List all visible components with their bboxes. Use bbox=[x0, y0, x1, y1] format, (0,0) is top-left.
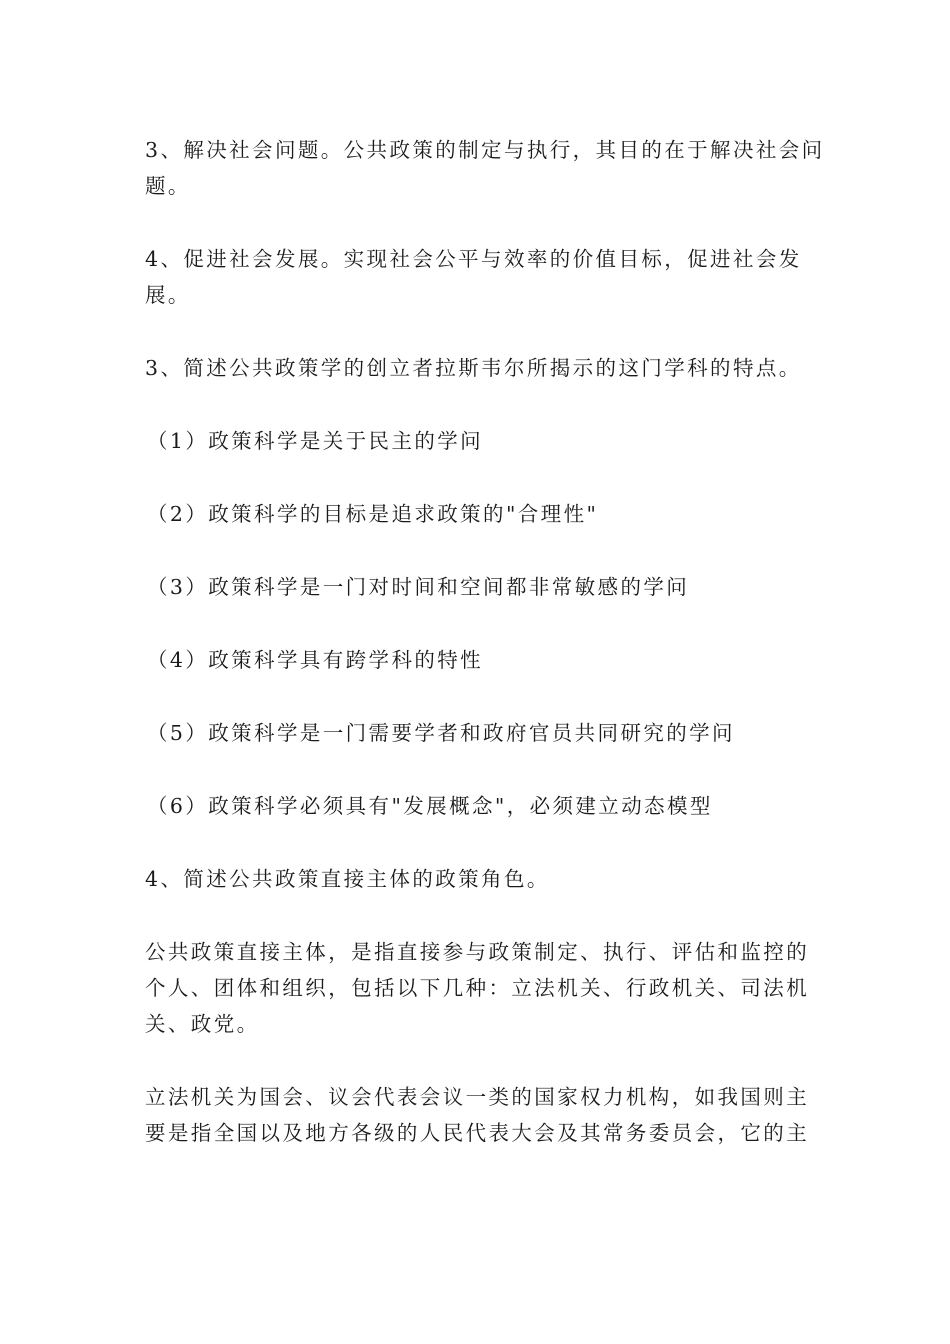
list-item-4: （4）政策科学具有跨学科的特性 bbox=[147, 648, 484, 672]
paragraph-legislature: 立法机关为国会、议会代表会议一类的国家权力机构，如我国则主要是指全国以及地方各级的人民代表大会及其常务委员会，它的主 bbox=[145, 1085, 810, 1145]
paragraph-solve-social-problems: 3、解决社会问题。公共政策的制定与执行，其目的在于解决社会问题。 bbox=[145, 138, 825, 198]
list-item-1: （1）政策科学是关于民主的学问 bbox=[147, 429, 484, 453]
list-item-3: （3）政策科学是一门对时间和空间都非常敏感的学问 bbox=[147, 575, 690, 599]
list-item-5: （5）政策科学是一门需要学者和政府官员共同研究的学问 bbox=[147, 721, 735, 745]
paragraph-direct-subjects-definition: 公共政策直接主体，是指直接参与政策制定、执行、评估和监控的个人、团体和组织，包括以下几种：立法机关、行政机关、司法机关、政党。 bbox=[145, 940, 810, 1036]
question-direct-subjects: 4、简述公共政策直接主体的政策角色。 bbox=[145, 867, 550, 891]
paragraph-promote-development: 4、促进社会发展。实现社会公平与效率的价值目标，促进社会发展。 bbox=[145, 247, 802, 307]
document-body bbox=[145, 132, 825, 1188]
list-item-6: （6）政策科学必须具有"发展概念"，必须建立动态模型 bbox=[147, 794, 713, 818]
question-lasswell-features: 3、简述公共政策学的创立者拉斯韦尔所揭示的这门学科的特点。 bbox=[145, 356, 802, 380]
list-item-2: （2）政策科学的目标是追求政策的"合理性" bbox=[147, 502, 599, 526]
